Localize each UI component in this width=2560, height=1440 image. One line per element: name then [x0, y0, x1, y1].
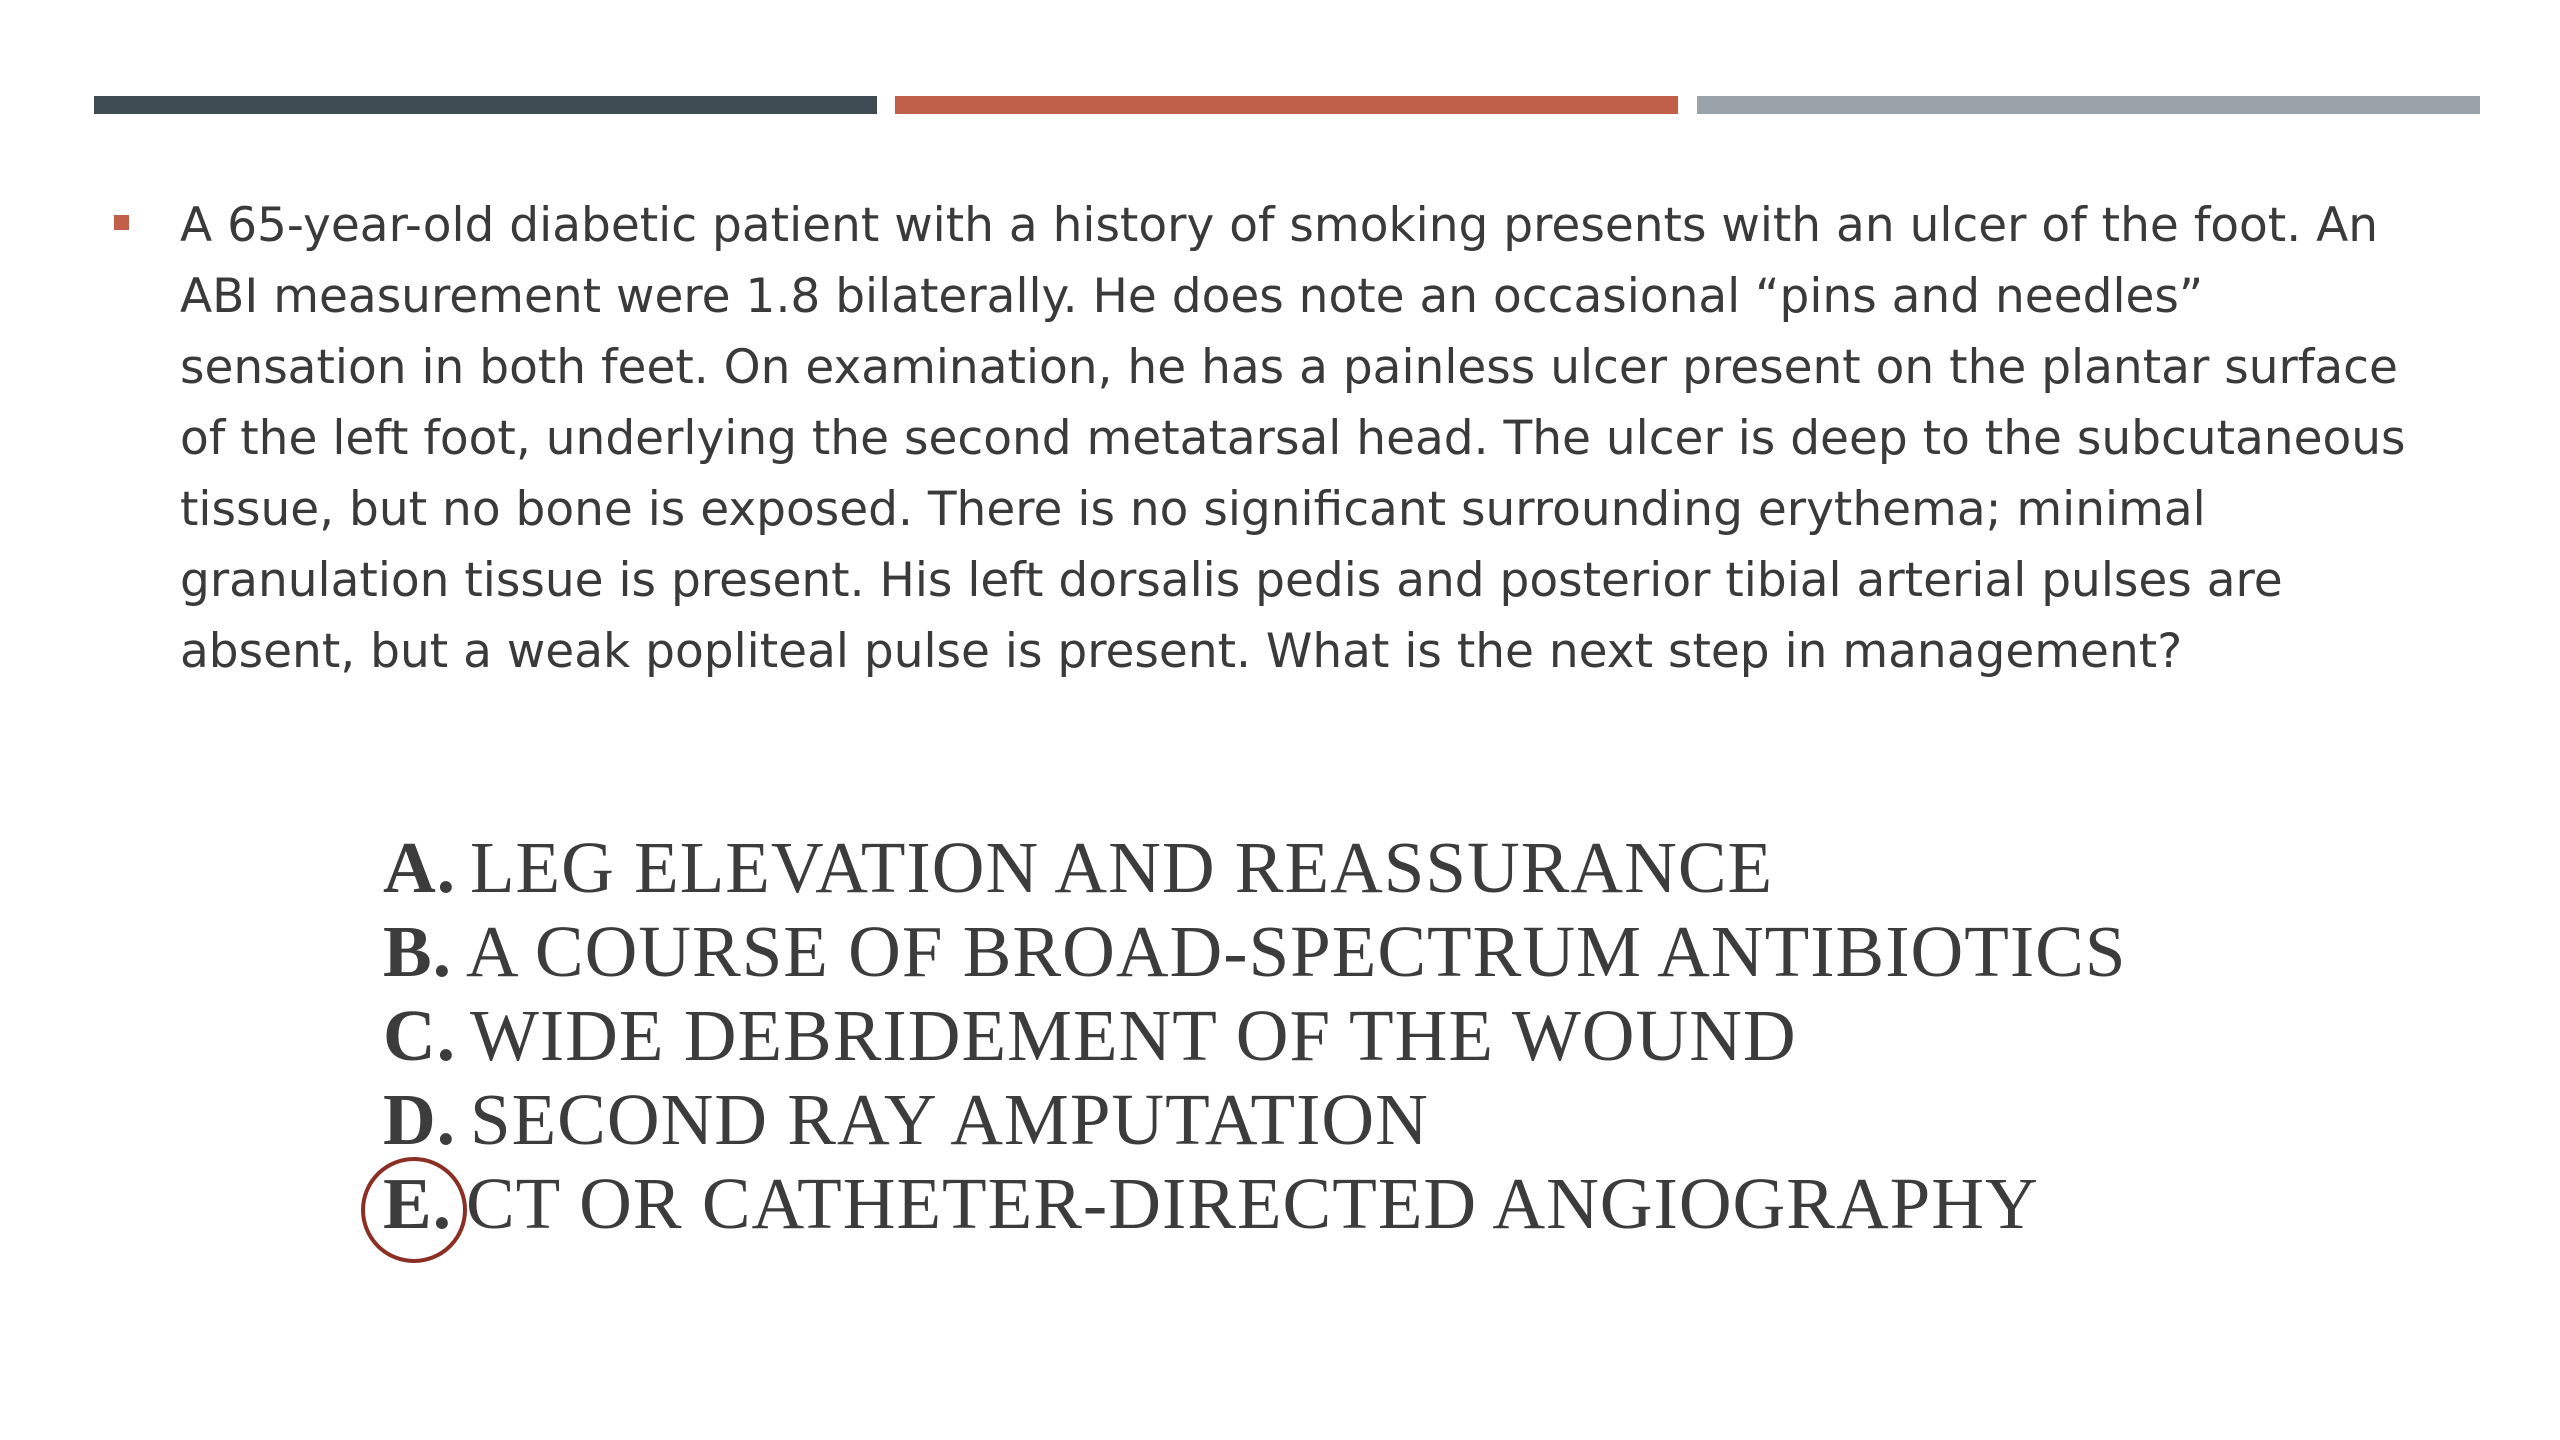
- choice-c[interactable]: [383, 994, 2383, 1078]
- choice-text: WIDE DEBRIDEMENT OF THE WOUND: [469, 995, 1797, 1076]
- choice-text: SECOND RAY AMPUTATION: [469, 1079, 1429, 1160]
- choice-text: CT OR CATHETER-DIRECTED ANGIOGRAPHY: [465, 1163, 2039, 1244]
- choice-b[interactable]: [383, 910, 2383, 994]
- bullet-square-icon: [114, 215, 129, 230]
- header-bar-gray: [1697, 96, 2480, 114]
- choice-text: A COURSE OF BROAD-SPECTRUM ANTIBIOTICS: [465, 911, 2127, 992]
- header-bar-dark: [94, 96, 877, 114]
- answer-choices: [383, 826, 2383, 1246]
- choice-e[interactable]: [383, 1162, 2383, 1246]
- choice-letter: E.: [383, 1163, 452, 1244]
- choice-text: LEG ELEVATION AND REASSURANCE: [469, 827, 1774, 908]
- choice-letter: B.: [383, 911, 452, 992]
- header-bar-accent: [895, 96, 1678, 114]
- choice-letter: D.: [383, 1079, 456, 1160]
- choice-letter: C.: [383, 995, 456, 1076]
- question-block: [114, 190, 2434, 687]
- choice-letter: A.: [383, 827, 456, 908]
- question-text: A 65-year-old diabetic patient with a history of smoking presents with an ulcer of the foot. An ABI measurement were 1.8 bilaterally. He does note an occasional “pins and needles” sensation in both feet. On examination, he has a painless ulcer present on the plantar surface of the left foot, underlying the second metatarsal head. The ulcer is deep to the subcutaneous tissue, but no bone is exposed. There is no significant surrounding erythema; minimal granulation tissue is present. His left dorsalis pedis and posterior tibial arterial pulses are absent, but a weak popliteal pulse is present. What is the next step in management?: [180, 198, 2406, 679]
- choice-d[interactable]: [383, 1078, 2383, 1162]
- choice-a[interactable]: [383, 826, 2383, 910]
- selected-answer-circle: [361, 1157, 467, 1263]
